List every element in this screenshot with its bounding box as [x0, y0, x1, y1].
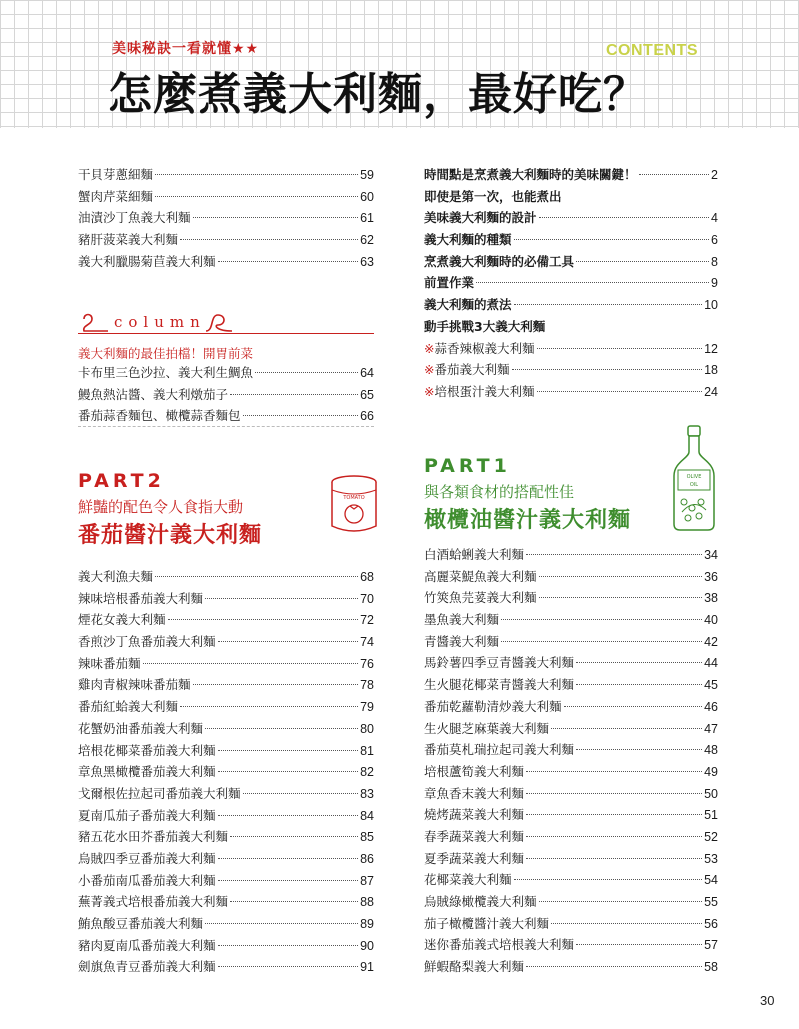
olive-oil-bottle-icon [668, 424, 720, 532]
toc-entry-page: 54 [704, 873, 718, 888]
dot-leader [539, 901, 703, 902]
dot-leader [539, 597, 703, 598]
toc-entry-title: 春季蔬菜義大利麵 [424, 828, 525, 844]
part2-entry [78, 674, 374, 696]
toc-entry-title: 干貝芽蔥細麵 [78, 167, 154, 182]
part2-entry [78, 783, 374, 805]
toc-entry-title: 義大利臘腸菊苣義大利麵 [78, 253, 216, 269]
toc-entry-title: 豬肝菠菜義大利麵 [78, 232, 179, 248]
dot-leader [526, 771, 702, 772]
toc-entry-page: 70 [360, 591, 374, 606]
toc-entry-page: 55 [704, 895, 718, 909]
toc-entry-page: 76 [360, 656, 374, 671]
toc-entry-title: 蒜香辣椒義大利麵 [434, 340, 535, 356]
toc-entry-page: 8 [711, 254, 718, 269]
toc-entry-page: 18 [704, 363, 718, 378]
toc-entry-title: 劍旗魚青豆番茄義大利麵 [78, 959, 216, 975]
part2-entry [78, 740, 374, 762]
toc-entry-title: 培根蛋汁義大利麵 [434, 383, 535, 399]
part1-entry [424, 631, 718, 653]
intro-entry [424, 164, 718, 186]
intro-entry [424, 294, 718, 316]
toc-entry [78, 229, 374, 251]
toc-entry-page: 10 [704, 298, 718, 313]
column-list [78, 362, 374, 427]
part2-entry [78, 805, 374, 827]
part1-entry [424, 587, 718, 609]
dot-leader [218, 641, 359, 642]
toc-entry-page: 89 [360, 917, 374, 931]
toc-entry-page: 51 [704, 808, 718, 823]
toc-entry-title: 番茄蒜香麵包、橄欖蒜香麵包 [78, 408, 241, 424]
toc-entry-page: 82 [360, 765, 374, 780]
toc-entry-title: 花蟹奶油番茄義大利麵 [78, 720, 204, 736]
toc-entry [78, 186, 374, 208]
toc-entry-title: 培根蘆筍義大利麵 [424, 763, 525, 779]
tomato-can-icon [328, 474, 380, 536]
toc-entry-title: 番茄乾蘿勒清炒義大利麵 [424, 698, 562, 714]
toc-entry-page: 86 [360, 851, 374, 866]
toc-entry-page: 65 [360, 387, 374, 402]
toc-entry-page: 74 [360, 635, 374, 650]
toc-entry-page: 79 [360, 700, 374, 715]
toc-entry-title: 章魚黑橄欖番茄義大利麵 [78, 764, 216, 780]
toc-entry-title: 燒烤蔬菜義大利麵 [424, 807, 525, 823]
dot-leader [180, 239, 358, 240]
toc-entry-page: 50 [704, 786, 718, 801]
column-entry [78, 384, 374, 406]
toc-entry-page: 64 [360, 366, 374, 380]
toc-entry-title: 茄子橄欖醬汁義大利麵 [424, 915, 550, 931]
toc-entry-title: 動手挑戰3大義大利麵 [424, 318, 546, 334]
part2-list [78, 566, 374, 978]
dot-leader [564, 706, 703, 707]
toc-entry-page: 9 [711, 276, 718, 291]
toc-entry-title: 煙花女義大利麵 [78, 612, 166, 628]
toc-entry-title: 花椰菜義大利麵 [424, 872, 512, 888]
part2-entry [78, 870, 374, 892]
toc-entry-title: 夏南瓜茄子番茄義大利麵 [78, 807, 216, 823]
dot-leader [526, 836, 702, 837]
toc-entry-title: 烏賊四季豆番茄義大利麵 [78, 850, 216, 866]
intro-entry [424, 338, 718, 360]
part2-entry [78, 891, 374, 913]
column-entry [78, 405, 374, 427]
part2-entry [78, 848, 374, 870]
toc-entry-page: 78 [360, 678, 374, 693]
dot-leader [501, 641, 702, 642]
dot-leader [218, 966, 359, 967]
part1-entry [424, 609, 718, 631]
intro-entry [424, 316, 718, 338]
part1-entry [424, 739, 718, 761]
dot-leader [155, 196, 358, 197]
toc-entry-page: 38 [704, 591, 718, 606]
toc-entry-title: 雞肉青椒辣味番茄麵 [78, 677, 191, 693]
page-number: 30 [760, 993, 775, 1008]
toc-entry-title: 番茄紅蛤義大利麵 [78, 699, 179, 715]
part2-entry [78, 761, 374, 783]
toc-entry-page: 48 [704, 743, 718, 758]
toc-entry-page: 53 [704, 851, 718, 866]
part1-list [424, 544, 718, 978]
toc-entry-title: 章魚香末義大利麵 [424, 785, 525, 801]
part1-entry [424, 718, 718, 740]
dot-leader [218, 815, 359, 816]
sub-entry-marker: ※ [424, 383, 435, 399]
dot-leader [205, 598, 358, 599]
dot-leader [576, 944, 702, 945]
column-underline [78, 333, 374, 334]
toc-entry-title: 即使是第一次，也能煮出 [424, 188, 562, 204]
toc-entry-page: 68 [360, 570, 374, 584]
dot-leader [155, 576, 358, 577]
toc-entry-title: 墨魚義大利麵 [424, 612, 500, 628]
intro-entry [424, 207, 718, 229]
part1-entry [424, 544, 718, 566]
part1-title: 橄欖油醬汁義大利麵 [424, 508, 632, 533]
toc-entry-page: 49 [704, 764, 718, 779]
dot-leader [514, 304, 703, 305]
sub-entry-marker: ※ [424, 340, 435, 356]
dot-leader [205, 923, 358, 924]
toc-entry-page: 83 [360, 786, 374, 801]
dot-leader [539, 576, 703, 577]
toc-entry-page: 24 [704, 384, 718, 399]
part1-entry [424, 848, 718, 870]
dot-leader [514, 879, 703, 880]
dot-leader [526, 966, 702, 967]
toc-entry-page: 88 [360, 895, 374, 910]
toc-entry-page: 63 [360, 254, 374, 269]
toc-entry-page: 87 [360, 873, 374, 888]
dot-leader [193, 684, 359, 685]
toc-entry-page: 84 [360, 808, 374, 823]
toc-entry-page: 6 [711, 233, 718, 248]
toc-entry-title: 番茄莫札瑞拉起司義大利麵 [424, 742, 575, 758]
toc-entry-title: 夏季蔬菜義大利麵 [424, 850, 525, 866]
column-entry [78, 362, 374, 384]
dot-leader [537, 391, 703, 392]
header-kicker: 美味秘訣一看就懂★★ [112, 41, 260, 57]
column-intro: 義大利麵的最佳拍檔！開胃前菜 [78, 346, 254, 361]
toc-entry-title: 香煎沙丁魚番茄義大利麵 [78, 634, 216, 650]
dot-leader [255, 372, 358, 373]
part2-label: PART2 [78, 470, 165, 492]
part1-entry [424, 956, 718, 978]
toc-entry-page: 2 [711, 168, 718, 182]
toc-entry-title: 烏賊綠橄欖義大利麵 [424, 894, 537, 909]
toc-entry-title: 卡布里三色沙拉、義大利生鯛魚 [78, 365, 254, 380]
dot-leader [180, 706, 358, 707]
part2-entry [78, 653, 374, 675]
part1-entry [424, 652, 718, 674]
dot-leader [218, 945, 359, 946]
can-label: TOMATO [343, 495, 365, 501]
toc-entry-title: 馬鈴薯四季豆青醬義大利麵 [424, 655, 575, 671]
toc-entry-page: 80 [360, 721, 374, 736]
dot-leader [168, 619, 359, 620]
toc-entry-title: 青醬義大利麵 [424, 633, 500, 649]
toc-entry-page: 62 [360, 233, 374, 248]
dot-leader [230, 394, 358, 395]
toc-entry-title: 蟹肉芹菜細麵 [78, 188, 154, 204]
dot-leader [218, 771, 359, 772]
toc-entry-title: 番茄義大利麵 [434, 362, 510, 378]
dot-leader [576, 684, 702, 685]
toc-entry-page: 12 [704, 341, 718, 356]
contents-label: CONTENTS [606, 42, 698, 59]
toc-entry-title: 鰻魚熱沾醬、義大利燉茄子 [78, 386, 229, 402]
toc-entry [78, 207, 374, 229]
part1-label: PART1 [424, 455, 511, 477]
toc-entry-title: 義大利麵的煮法 [424, 297, 512, 313]
toc-entry-page: 59 [360, 168, 374, 182]
toc-entry-page: 61 [360, 211, 374, 226]
part2-entry [78, 588, 374, 610]
dot-leader [218, 750, 359, 751]
part2-title: 番茄醬汁義大利麵 [78, 523, 263, 548]
part2-subtitle: 鮮豔的配色令人食指大動 [78, 498, 244, 516]
toc-entry-title: 鮮蝦酪梨義大利麵 [424, 959, 525, 975]
dot-leader [218, 858, 359, 859]
part2-entry [78, 718, 374, 740]
toc-entry-title: 油漬沙丁魚義大利麵 [78, 210, 191, 226]
part1-entry [424, 891, 718, 913]
toc-entry-title: 鮪魚酸豆番茄義大利麵 [78, 916, 204, 931]
toc-entry-page: 46 [704, 699, 718, 714]
dot-leader [205, 728, 358, 729]
dot-leader [476, 282, 709, 283]
toc-entry-page: 72 [360, 613, 374, 628]
part1-entry [424, 674, 718, 696]
dot-leader [143, 663, 359, 664]
dot-leader [218, 261, 359, 262]
part1-entry [424, 826, 718, 848]
dot-leader [193, 217, 359, 218]
toc-entry-page: 45 [704, 678, 718, 693]
part1-entry [424, 566, 718, 588]
toc-entry-page: 56 [704, 916, 718, 931]
part1-subtitle: 與各類食材的搭配性佳 [424, 483, 575, 501]
dot-leader [551, 923, 702, 924]
swirl-ornament-left-icon [80, 311, 110, 333]
toc-entry-title: 竹筴魚芫荽義大利麵 [424, 590, 537, 606]
dot-leader [243, 415, 359, 416]
part1-entry [424, 934, 718, 956]
toc-entry [78, 251, 374, 273]
toc-entry-title: 義大利漁夫麵 [78, 569, 154, 584]
dot-leader [576, 749, 702, 750]
toc-entry-page: 66 [360, 409, 374, 424]
dot-leader [512, 369, 703, 370]
toc-entry-page: 40 [704, 613, 718, 628]
part2-entry [78, 609, 374, 631]
toc-entry-title: 小番茄南瓜番茄義大利麵 [78, 872, 216, 888]
toc-entry-title: 豬五花水田芥番茄義大利麵 [78, 829, 229, 845]
intro-entry [424, 229, 718, 251]
toc-entry-title: 義大利麵的種類 [424, 232, 512, 248]
intro-list [424, 164, 718, 403]
toc-entry-title: 生火腿花椰菜青醬義大利麵 [424, 677, 575, 693]
toc-entry-title: 烹煮義大利麵時的必備工具 [424, 253, 575, 269]
part2-entry [78, 956, 374, 978]
toc-entry-page: 90 [360, 938, 374, 953]
dot-leader [526, 793, 702, 794]
toc-entry-title: 時間點是烹煮義大利麵時的美味關鍵！ [424, 167, 637, 182]
dot-leader [155, 174, 358, 175]
toc-entry-page: 91 [360, 960, 374, 975]
dot-leader [230, 901, 358, 902]
intro-entry [424, 186, 718, 208]
toc-entry-title: 前置作業 [424, 275, 475, 291]
part1-entry [424, 869, 718, 891]
toc-entry-page: 42 [704, 634, 718, 649]
dot-leader [551, 728, 702, 729]
part1-entry [424, 783, 718, 805]
toc-entry-title: 蕪菁義式培根番茄義大利麵 [78, 894, 229, 910]
toc-entry-title: 辣味番茄麵 [78, 655, 141, 671]
toc-entry-title: 豬肉夏南瓜番茄義大利麵 [78, 937, 216, 953]
toc-entry-page: 4 [711, 211, 718, 226]
toc-entry-title: 生火腿芝麻葉義大利麵 [424, 720, 550, 736]
bottle-label-line1: OLIVE [686, 474, 702, 480]
toc-entry-page: 81 [360, 743, 374, 758]
part2-entry [78, 935, 374, 957]
dot-leader [539, 217, 710, 218]
part2-entry [78, 566, 374, 588]
dot-leader [526, 858, 702, 859]
column-label: column [114, 313, 206, 331]
part1-entry [424, 804, 718, 826]
toc-entry-title: 戈爾根佐拉起司番茄義大利麵 [78, 785, 241, 801]
dot-leader [526, 554, 702, 555]
intro-entry [424, 381, 718, 403]
toc-entry-title: 美味義大利麵的設計 [424, 210, 537, 226]
dot-leader [243, 793, 359, 794]
toc-entry-page: 60 [360, 189, 374, 204]
part2-entry [78, 696, 374, 718]
toc-entry-title: 高麗菜鯷魚義大利麵 [424, 568, 537, 584]
part2-entry [78, 913, 374, 935]
toc-entry-page: 58 [704, 960, 718, 975]
dot-leader [501, 619, 702, 620]
part1-entry [424, 761, 718, 783]
intro-entry [424, 359, 718, 381]
toc-entry-page: 34 [704, 548, 718, 562]
sub-entry-marker: ※ [424, 362, 435, 378]
column-divider [78, 426, 374, 427]
toc-entry-page: 47 [704, 721, 718, 736]
page-title: 怎麼煮義大利麵，最好吃？ [108, 69, 648, 120]
toc-entry-page: 36 [704, 569, 718, 584]
toc-entry-title: 迷你番茄義式培根義大利麵 [424, 937, 575, 953]
dot-leader [526, 814, 702, 815]
toc-entry-title: 培根花椰菜番茄義大利麵 [78, 742, 216, 758]
toc-entry [78, 164, 374, 186]
part2-entry [78, 631, 374, 653]
dot-leader [218, 880, 359, 881]
intro-entry [424, 272, 718, 294]
dot-leader [537, 348, 703, 349]
part2-entry [78, 826, 374, 848]
dot-leader [514, 239, 710, 240]
toc-entry-page: 57 [704, 938, 718, 953]
dot-leader [576, 261, 709, 262]
part1-entry [424, 696, 718, 718]
toc-entry-page: 85 [360, 830, 374, 845]
toc-entry-page: 52 [704, 829, 718, 844]
left-top-list [78, 164, 374, 272]
toc-entry-title: 辣味培根番茄義大利麵 [78, 590, 204, 606]
part1-entry [424, 913, 718, 935]
intro-entry [424, 251, 718, 273]
column-header [78, 311, 374, 335]
bottle-label-line2: OIL [689, 482, 699, 488]
dot-leader [230, 836, 358, 837]
dot-leader [576, 662, 702, 663]
toc-entry-page: 44 [704, 656, 718, 671]
swirl-ornament-right-icon [204, 311, 234, 333]
toc-entry-title: 白酒蛤蜊義大利麵 [424, 547, 525, 562]
dot-leader [639, 174, 710, 175]
